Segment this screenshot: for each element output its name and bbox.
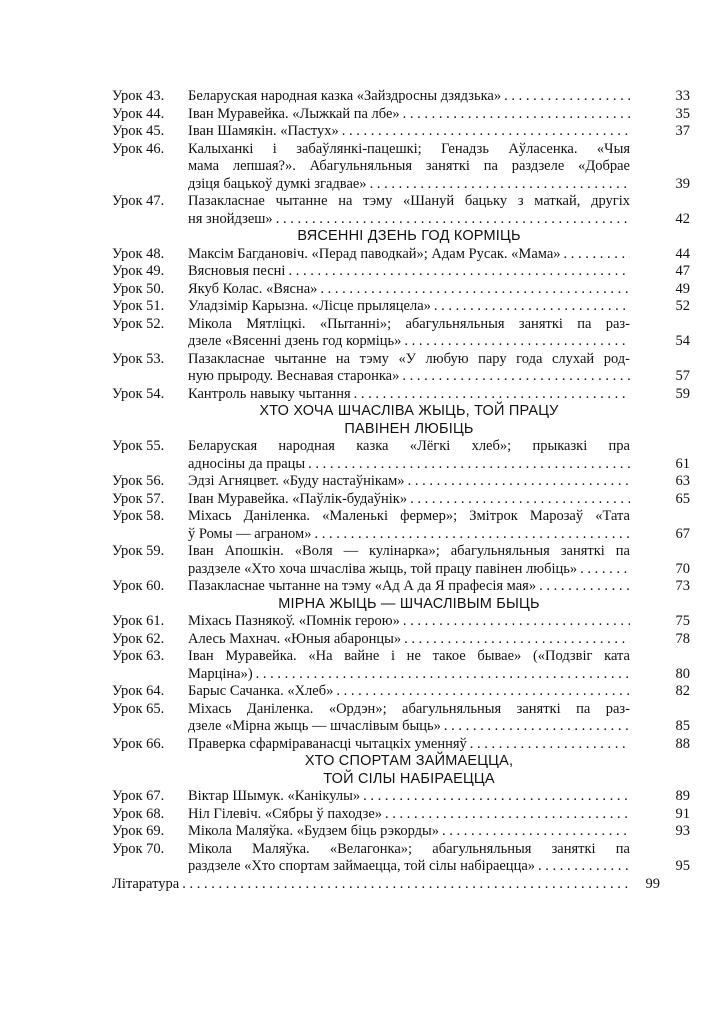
entry-text: Ніл Гілевіч. «Сябры ў паходзе»: [188, 805, 383, 822]
entry-line: [188, 701, 630, 719]
entry-text: Беларуская народная казка «Зайздросны дзядзька»: [188, 88, 502, 104]
section-title: МІРНА ЖЫЦЬ — ШЧАСЛІВЫМ БЫЦЬ: [278, 595, 540, 612]
entry-body: [188, 823, 690, 841]
entry-body: [188, 350, 690, 386]
toc-literature-line: [112, 876, 630, 894]
lesson-label: Урок 55.: [112, 438, 165, 454]
entry-text: Барыс Сачанка. «Хлеб»: [188, 683, 334, 699]
toc-entry: [112, 613, 690, 631]
leader-dots: [288, 263, 630, 281]
page-number: 57: [675, 368, 690, 384]
lesson-label: Урок 67.: [112, 788, 165, 804]
lesson-label: Урок 44.: [112, 105, 165, 122]
toc-entry: [112, 823, 690, 841]
entry-line: [188, 281, 630, 299]
entry-text: Максім Багдановіч. «Перад паводкай»; Адам Русак. «Мама»: [188, 245, 561, 262]
toc-entry: [112, 630, 690, 649]
toc-entry: [112, 508, 690, 543]
entry-text: Мікола Мятліцкі. «Пытанні»; абагульняльныя заняткі па раз-: [188, 315, 630, 332]
entry-text: ня знойдзеш»: [188, 210, 273, 227]
entry-text: адносіны да працы: [188, 455, 306, 472]
entry-line: [188, 806, 630, 824]
lesson-label: Урок 51.: [112, 298, 165, 314]
entry-body: [188, 613, 690, 631]
toc-entry: [112, 105, 690, 124]
toc-entry: [112, 735, 690, 754]
entry-text: Праверка сфарміраванасці чытацкіх уменняў: [188, 735, 467, 752]
leader-dots: [408, 473, 630, 491]
entry-text: Калыханкі і забаўлянкі-пацешкі; Генадзь Аўласенка. «Чыя: [188, 140, 630, 157]
toc-entry: [112, 263, 690, 281]
page-number: 59: [675, 385, 690, 402]
section-title-line: ХТО ХОЧА ШЧАСЛІВА ЖЫЦЬ, ТОЙ ПРАЦУ: [259, 403, 559, 419]
entry-body: [188, 648, 690, 683]
toc-group: [112, 245, 690, 404]
entry-text: Уладзімір Карызна. «Лісце прыляцела»: [188, 298, 431, 314]
leader-dots: [256, 666, 630, 684]
lesson-label: Урок 47.: [112, 193, 165, 209]
leader-dots: [403, 106, 630, 124]
toc-entry: [112, 648, 690, 683]
entry-body: [188, 245, 690, 264]
entry-line: [188, 456, 630, 474]
entry-line: [188, 491, 630, 509]
entry-body: [188, 123, 690, 141]
leader-dots: [276, 211, 630, 229]
entry-body: [188, 683, 690, 701]
entry-text: Пазакласнае чытанне на тэму «У любую пару года слухай род-: [188, 350, 630, 367]
toc-entry: [112, 438, 690, 473]
entry-line: [188, 246, 630, 264]
lesson-label: Урок 61.: [112, 613, 165, 629]
lesson-label: Урок 48.: [112, 245, 165, 262]
entry-line: [188, 683, 630, 701]
page-number: 52: [675, 298, 690, 314]
entry-line: [188, 298, 630, 316]
page-number: 54: [675, 333, 690, 349]
toc-entry: [112, 298, 690, 316]
page-number: 65: [675, 490, 690, 507]
page-number: 35: [675, 105, 690, 122]
toc-group: [112, 438, 690, 596]
entry-line: [188, 158, 630, 176]
entry-text: дзеле «Мірна жыць — шчаслівым быць»: [188, 718, 441, 734]
entry-text: Пазакласнае чытанне на тэму «Ад А да Я прафесія мая»: [188, 578, 537, 594]
entry-text: Кантроль навыку чытання: [188, 385, 351, 402]
entry-line: [188, 666, 630, 684]
lesson-label: Урок 69.: [112, 823, 165, 839]
section-title-line: ТОЙ СІЛЫ НАБІРАЕЦЦА: [323, 770, 495, 787]
lesson-label: Урок 45.: [112, 123, 165, 139]
entry-line: [188, 368, 630, 386]
entry-text: раздзеле «Хто спортам займаецца, той сілы набіраецца»: [188, 858, 536, 874]
page-number: 78: [675, 630, 690, 647]
entry-line: [188, 631, 630, 649]
entry-body: [188, 263, 690, 281]
entry-line: [188, 648, 630, 666]
entry-line: [188, 106, 630, 124]
leader-dots: [539, 578, 630, 596]
lesson-label: Урок 66.: [112, 735, 165, 752]
table-of-contents: [112, 88, 690, 893]
entry-text: Беларуская народная казка «Лёгкі хлеб»; прыказкі пра: [188, 438, 630, 454]
toc-literature-row: [112, 876, 660, 894]
entry-text: Мікола Маляўка. «Будзем біць рэкорды»: [188, 823, 440, 839]
entry-line: [188, 123, 630, 141]
page-number: 39: [675, 175, 690, 192]
toc-entry: [112, 578, 690, 596]
entry-line: [188, 333, 630, 351]
entry-line: [188, 718, 630, 736]
leader-dots: [336, 683, 630, 701]
entry-body: [188, 315, 690, 351]
entry-text: Вясновыя песні: [188, 263, 286, 279]
lesson-label: Урок 59.: [112, 543, 165, 559]
entry-line: [188, 736, 630, 754]
leader-dots: [370, 176, 630, 194]
lesson-label: Урок 57.: [112, 490, 165, 507]
entry-body: [188, 630, 690, 649]
leader-dots: [342, 123, 630, 141]
entry-body: [188, 105, 690, 124]
entry-text: Алесь Махнач. «Юныя абаронцы»: [188, 630, 402, 647]
entry-line: [188, 788, 630, 806]
toc-entry: [112, 193, 690, 228]
entry-line: [188, 351, 630, 369]
entry-text: Віктар Шымук. «Канікулы»: [188, 788, 361, 804]
page-number: 63: [675, 473, 690, 489]
entry-body: [188, 438, 690, 473]
entry-line: [188, 141, 630, 159]
page-number: 75: [675, 613, 690, 629]
entry-text: ў Ромы — аграном»: [188, 525, 312, 542]
leader-dots: [444, 718, 630, 736]
page-number: 80: [675, 665, 690, 682]
toc-entry: [112, 700, 690, 736]
lesson-label: Урок 68.: [112, 805, 165, 822]
entry-body: [188, 543, 690, 578]
literature-label: Літаратура: [112, 875, 180, 892]
page-number: 89: [675, 788, 690, 804]
page-number: 61: [675, 455, 690, 472]
leader-dots: [314, 526, 630, 544]
entry-text: Эдзі Агняцвет. «Буду настаўнікам»: [188, 473, 405, 489]
page-number: 67: [675, 525, 690, 542]
toc-group: [112, 788, 690, 876]
entry-line: [188, 578, 630, 596]
entry-body: [188, 473, 690, 491]
entry-text: дзіця бацькоў думкі згадвае»: [188, 175, 367, 192]
entry-line: [188, 176, 630, 194]
entry-text: Іван Муравейка. «Паўлік-будаўнік»: [188, 490, 408, 507]
entry-text: Іван Шамякін. «Пастух»: [188, 123, 339, 139]
lesson-label: Урок 64.: [112, 683, 165, 699]
leader-dots: [504, 88, 630, 106]
entry-body: [188, 840, 690, 876]
lesson-label: Урок 49.: [112, 263, 165, 279]
leader-dots: [580, 561, 630, 579]
toc-entry: [112, 805, 690, 824]
entry-text: Пазакласнае чытанне на тэму «Шануй бацьку з маткай, другіх: [188, 193, 630, 209]
page-number: 73: [675, 578, 690, 594]
page-number: 99: [645, 875, 660, 892]
page-number: 93: [675, 823, 690, 839]
leader-dots: [182, 876, 630, 894]
leader-dots: [402, 368, 630, 386]
toc-entry: [112, 683, 690, 701]
page-number: 95: [675, 858, 690, 874]
leader-dots: [404, 631, 630, 649]
entry-body: [188, 788, 690, 806]
entry-text: Іван Апошкін. «Воля — кулінарка»; абагульняльныя заняткі па: [188, 543, 630, 559]
entry-line: [188, 508, 630, 526]
lesson-label: Урок 50.: [112, 280, 165, 297]
leader-dots: [354, 386, 630, 404]
page-number: 37: [675, 123, 690, 139]
toc-entry: [112, 473, 690, 491]
leader-dots: [538, 858, 630, 876]
entry-text: Міхась Даніленка. «Маленькі фермер»; Змітрок Марозаў «Тата: [188, 508, 630, 524]
lesson-label: Урок 60.: [112, 578, 165, 594]
toc-entry: [112, 315, 690, 351]
entry-body: [188, 193, 690, 228]
leader-dots: [385, 806, 630, 824]
toc-entry: [112, 788, 690, 806]
entry-line: [188, 386, 630, 404]
toc-entry: [112, 490, 690, 509]
leader-dots: [308, 456, 630, 474]
entry-text: дзеле «Вясенні дзень год корміць»: [188, 333, 402, 349]
section-title-line: ПАВІНЕН ЛЮБІЦЬ: [344, 420, 474, 437]
page-number: 70: [675, 560, 690, 577]
entry-line: [188, 438, 630, 456]
entry-text: раздзеле «Хто хоча шчасліва жыць, той працу павінен любіць»: [188, 560, 578, 577]
lesson-label: Урок 54.: [112, 385, 165, 402]
entry-line: [188, 858, 630, 876]
section-title-line: ХТО СПОРТАМ ЗАЙМАЕЦЦА,: [304, 753, 514, 769]
lesson-label: Урок 52.: [112, 315, 165, 332]
entry-text: Якуб Колас. «Вясна»: [188, 280, 318, 297]
toc-entry: [112, 543, 690, 578]
page-number: 42: [675, 210, 690, 227]
section-title: ВЯСЕННІ ДЗЕНЬ ГОД КОРМІЦЬ: [297, 228, 521, 244]
lesson-label: Урок 62.: [112, 630, 165, 647]
entry-line: [188, 823, 630, 841]
entry-body: [188, 700, 690, 736]
entry-line: [188, 193, 630, 211]
leader-dots: [363, 788, 630, 806]
toc-entry: [112, 385, 690, 404]
lesson-label: Урок 65.: [112, 700, 165, 717]
entry-body: [188, 490, 690, 509]
entry-text: Марціна»): [188, 665, 253, 682]
entry-body: [188, 140, 690, 194]
leader-dots: [442, 823, 630, 841]
leader-dots: [320, 281, 630, 299]
entry-line: [188, 543, 630, 561]
entry-line: [188, 211, 630, 229]
entry-text: ную прыроду. Веснавая старонка»: [188, 368, 400, 384]
page-number: 33: [675, 88, 690, 104]
lesson-label: Урок 58.: [112, 508, 165, 524]
entry-line: [188, 561, 630, 579]
toc-group: [112, 613, 690, 753]
page-number: 47: [675, 263, 690, 279]
lesson-label: Урок 56.: [112, 473, 165, 489]
toc-entry: [112, 245, 690, 264]
page-number: 49: [675, 280, 690, 297]
leader-dots: [404, 333, 630, 351]
leader-dots: [434, 298, 630, 316]
leader-dots: [564, 246, 630, 264]
lesson-label: Урок 70.: [112, 840, 165, 857]
entry-text: Міхась Пазнякоў. «Помнік герою»: [188, 613, 400, 629]
entry-body: [188, 508, 690, 543]
toc-entry: [112, 140, 690, 194]
entry-body: [188, 805, 690, 824]
entry-body: [188, 735, 690, 754]
lesson-label: Урок 46.: [112, 140, 165, 157]
entry-line: [188, 88, 630, 106]
entry-body: [188, 298, 690, 316]
toc-entry: [112, 123, 690, 141]
toc-entry: [112, 280, 690, 299]
leader-dots: [410, 491, 630, 509]
entry-line: [188, 841, 630, 859]
toc-entry: [112, 88, 690, 106]
entry-text: мама лепшая?». Абагульняльныя заняткі па раздзеле «Добрае: [188, 158, 630, 174]
lesson-label: Урок 63.: [112, 648, 165, 664]
page-number: 82: [675, 683, 690, 699]
entry-line: [188, 316, 630, 334]
leader-dots: [470, 736, 630, 754]
page-number: 44: [675, 245, 690, 262]
entry-line: [188, 613, 630, 631]
toc-entry: [112, 840, 690, 876]
toc-entry: [112, 350, 690, 386]
section-title: [188, 753, 660, 788]
entry-body: [188, 88, 690, 106]
lesson-label: Урок 43.: [112, 88, 165, 104]
page-number: 88: [675, 735, 690, 752]
toc-group: [112, 88, 690, 228]
entry-line: [188, 263, 630, 281]
page-number: 91: [675, 805, 690, 822]
entry-text: Міхась Даніленка. «Ордэн»; абагульняльныя заняткі па раз-: [188, 700, 630, 717]
entry-line: [188, 473, 630, 491]
entry-text: Іван Муравейка. «На вайне і не такое бывае» («Подзвіг ката: [188, 648, 630, 664]
lesson-label: Урок 53.: [112, 350, 165, 367]
page-number: 85: [675, 718, 690, 734]
entry-text: Іван Муравейка. «Лыжкай па лбе»: [188, 105, 400, 122]
entry-line: [188, 526, 630, 544]
section-title: [188, 403, 660, 438]
entry-body: [188, 385, 690, 404]
leader-dots: [403, 613, 630, 631]
entry-body: [188, 578, 690, 596]
entry-text: Мікола Маляўка. «Велагонка»; абагульняльныя заняткі па: [188, 840, 630, 857]
entry-body: [188, 280, 690, 299]
